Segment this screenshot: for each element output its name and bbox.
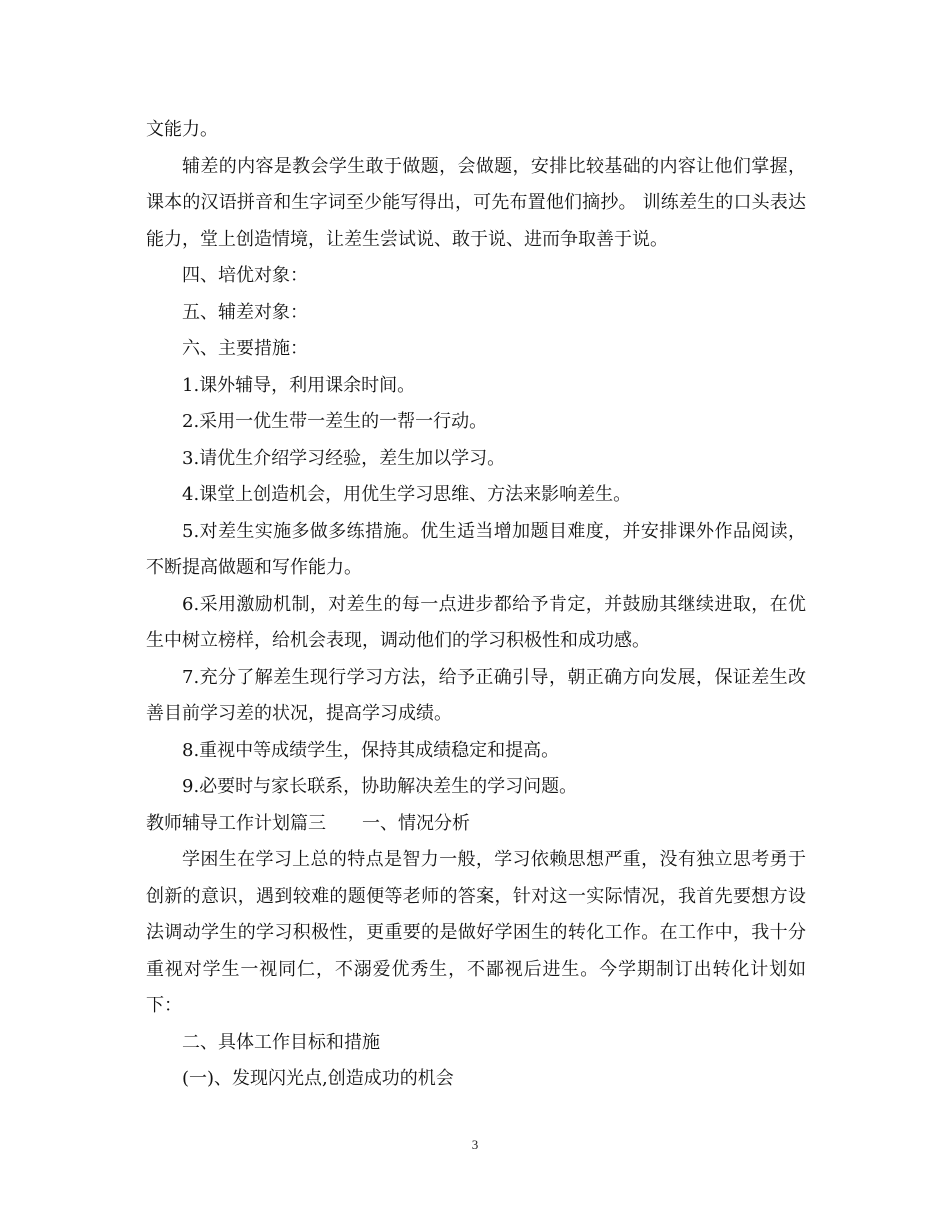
paragraph-analysis: 学困生在学习上总的特点是智力一般，学习依赖思想严重，没有独立思考勇于创新的意识，遇到较难的题便等老师的答案，针对这一实际情况，我首先要想方设法调动学生的学习积极性，更重要的是做好学困生的转化工作。在工作中，我十分重视对学生一视同仁，不溺爱优秀生，不鄙视后进生。今学期制订出转化计划如下： (146, 849, 806, 1016)
list-item: 4.课堂上创造机会，用优生学习思维、方法来影响差生。 (182, 484, 632, 505)
paragraph-2: 辅差的内容是教会学生敢于做题，会做题，安排比较基础的内容让他们掌握，课本的汉语拼音和生字词至少能写得出，可先布置他们摘抄。 训练差生的口头表达能力，堂上创造情境，让差生尝试说、敢于说、进而争取善于说。 (146, 155, 806, 250)
list-item: 6.采用激励机制，对差生的每一点进步都给予肯定，并鼓励其继续进取，在优生中树立榜样，给机会表现，调动他们的学习积极性和成功感。 (146, 593, 806, 651)
section-heading-5: 五、辅差对象： (182, 301, 308, 323)
list-item: 3.请优生介绍学习经验，差生加以学习。 (182, 447, 506, 469)
list-item: 1.课外辅导，利用课余时间。 (182, 374, 416, 396)
document-body (146, 112, 806, 1098)
section-heading-4: 四、培优对象： (182, 265, 308, 286)
list-item: 9.必要时与家长联系，协助解决差生的学习问题。 (182, 776, 578, 797)
page-number: 3 (471, 1137, 479, 1152)
chapter-heading: 教师辅导工作计划篇三 一、情况分析 (146, 812, 470, 834)
list-item: 5.对差生实施多做多练措施。优生适当增加题目难度，并安排课外作品阅读，不断提高做题和写作能力。 (146, 520, 806, 578)
list-item: 2.采用一优生带一差生的一帮一行动。 (182, 411, 488, 432)
section-heading-6: 六、主要措施： (182, 338, 308, 359)
paragraph-1: 文能力。 (146, 119, 218, 140)
list-item: 8.重视中等成绩学生，保持其成绩稳定和提高。 (182, 739, 560, 761)
section-heading-goals: 二、具体工作目标和措施 (182, 1031, 380, 1053)
list-item: 7.充分了解差生现行学习方法，给予正确引导，朝正确方向发展，保证差生改善目前学习差的状况，提高学习成绩。 (146, 666, 806, 724)
subsection-heading: (一)、发现闪光点,创造成功的机会 (182, 1068, 454, 1089)
